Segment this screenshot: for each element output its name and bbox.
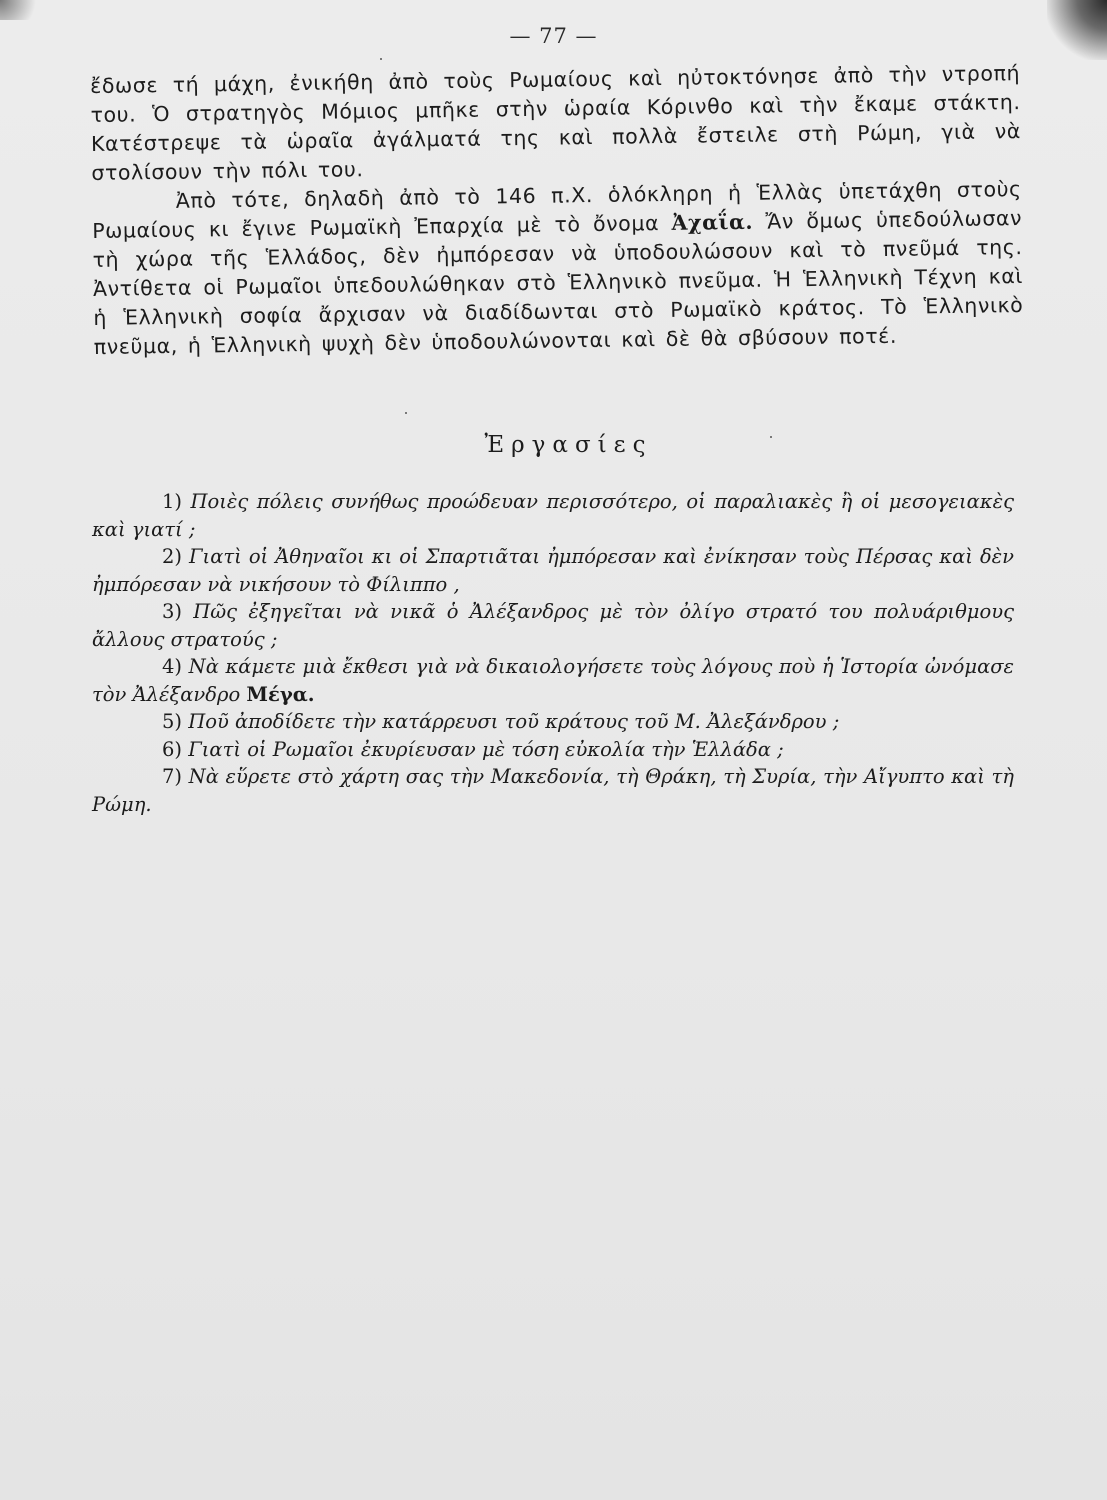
exercise-number: 4): [162, 655, 183, 678]
exercise-number: 1): [162, 490, 183, 513]
paragraph-2: [92, 175, 1024, 362]
achaia-term: Ἀχαΐα.: [671, 209, 754, 235]
exercise-number: 2): [162, 545, 183, 568]
exercise-bold-term: Μέγα.: [246, 682, 315, 706]
exercise-item: [92, 736, 1014, 764]
exercise-item: [92, 598, 1014, 653]
body-text: [90, 59, 1024, 362]
exercise-text: Νὰ εὕρετε στὸ χάρτη σας τὴν Μακεδονία, τὴ Θράκη, τὴ Συρία, τὴν Αἴγυπτο καὶ τὴ Ρώμη.: [92, 765, 1014, 816]
exercise-text: Πῶς ἐξηγεῖται νὰ νικᾶ ὁ Ἀλέξανδρος μὲ τὸν ὀλίγο στρατό του πολυάριθμους ἄλλους στρατούς ;: [92, 600, 1014, 651]
paper-speck: [380, 58, 382, 60]
page-number: — 77 —: [509, 24, 598, 48]
exercise-text: Ποῦ ἀποδίδετε τὴν κατάρρευσι τοῦ κράτους τοῦ Μ. Ἀλεξάνδρου ;: [188, 710, 840, 733]
paper-speck: [405, 412, 407, 414]
exercise-text: Γιατὶ οἱ Ρωμαῖοι ἐκυρίευσαν μὲ τόση εὐκολία τὴν Ἑλλάδα ;: [188, 737, 784, 761]
exercise-item: [92, 488, 1014, 543]
paper-speck: [770, 436, 772, 438]
exercise-list: [92, 488, 1014, 818]
paragraph-2-start: Ἀπὸ τότε, δηλαδὴ ἀπὸ τὸ 146 π.Χ. ὁλόκληρη ἡ Ἑλλὰς ὑπετάχθη στοὺς Ρωμαίους κι ἔγινε Ρωμαϊκὴ Ἐπαρχία μὲ τὸ ὄνομα: [92, 177, 1022, 243]
exercise-item: [92, 653, 1014, 708]
paragraph-1: ἔδωσε τή μάχη, ἐνικήθη ἀπὸ τοὺς Ρωμαίους καὶ ηὐτοκτόνησε ἀπὸ τὴν ντροπή του. Ὁ στρατηγὸς Μόμιος μπῆκε στὴν ὡραία Κόρινθο καὶ τὴν ἔκαμε στάκτη. Κατέστρεψε τὰ ὡραῖα ἀγάλματά της καὶ πολλὰ ἔστειλε στὴ Ρώμη, γιὰ νὰ στολίσουν τὴν πόλι του.: [90, 61, 1022, 185]
exercise-number: 7): [162, 765, 183, 788]
paragraph-2-end: Ἄν ὅμως ὑπεδούλωσαν τὴ χώρα τῆς Ἑλλάδος, δὲν ἠμπόρεσαν νὰ ὑποδουλώσουν καὶ τὸ πνεῦμά της. Ἀντίθετα οἱ Ρωμαῖοι ὑπεδουλώθηκαν στὸ Ἑλληνικὸ πνεῦμα. Ἡ Ἑλληνικὴ Τέχνη καὶ ἡ Ἑλληνικὴ σοφία ἄρχισαν νὰ διαδίδωνται στὸ Ρωμαϊκὸ κράτος. Τὸ Ἑλληνικὸ πνεῦμα, ἡ Ἑλληνικὴ ψυχὴ δὲν ὑποδουλώνονται καὶ δὲ θὰ σβύσουν ποτέ.: [92, 206, 1024, 359]
exercise-text: Γιατὶ οἱ Ἀθηναῖοι κι οἱ Σπαρτιᾶται ἠμπόρεσαν καὶ ἐνίκησαν τοὺς Πέρσας καὶ δὲν ἠμπόρεσαν νὰ νικήσουν τὸ Φίλιππο ,: [92, 545, 1014, 596]
exercise-text: Ποιὲς πόλεις συνήθως προώδευαν περισσότερο, οἱ παραλιακὲς ἢ οἱ μεσογειακὲς καὶ γιατί ;: [92, 490, 1015, 541]
exercise-number: 6): [162, 737, 183, 761]
section-title: Ἐργασίες: [484, 432, 653, 458]
exercise-number: 5): [162, 710, 183, 733]
corner-shadow-left: [0, 0, 40, 20]
exercise-item: [92, 763, 1014, 818]
exercise-number: 3): [162, 600, 183, 623]
exercise-text: Νὰ κάμετε μιὰ ἔκθεσι γιὰ νὰ δικαιολογήσετε τοὺς λόγους ποὺ ἡ Ἱστορία ὠνόμασε τὸν Ἀλέξανδρο: [92, 655, 1015, 706]
exercise-item: [92, 543, 1014, 598]
exercise-item: [92, 708, 1014, 736]
